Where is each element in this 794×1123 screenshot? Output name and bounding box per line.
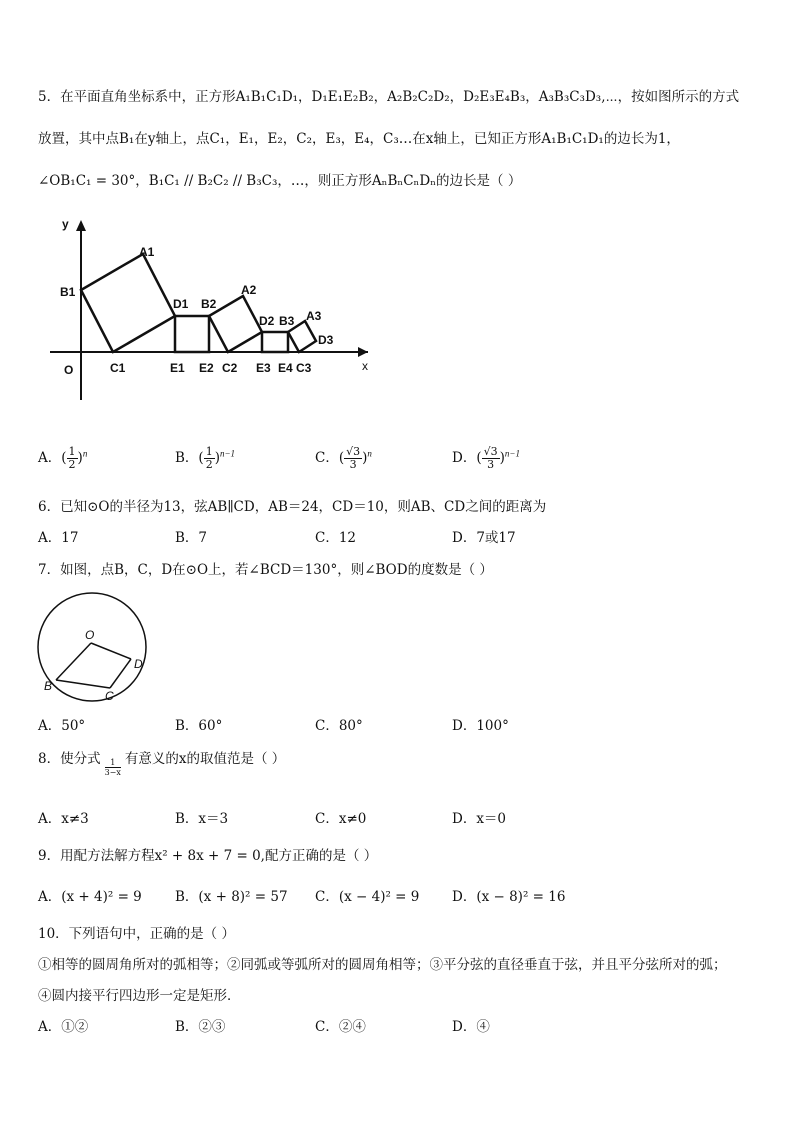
q5-figure (40, 210, 380, 410)
label-d2: D2 (259, 314, 275, 328)
x-axis-arrow-icon (358, 347, 368, 357)
q6-text: 6．已知⊙O的半径为13，弦AB∥CD，AB＝24，CD＝10，则AB、CD之间的距离为 (38, 499, 547, 515)
q9-option-b[interactable]: B．(x + 8)² = 57 (175, 889, 288, 905)
q8-option-d[interactable]: D．x＝0 (452, 811, 507, 827)
label-o: O (85, 628, 95, 642)
label-b: B (44, 679, 53, 693)
q10-option-c[interactable]: C．②④ (315, 1019, 366, 1035)
q5-option-a[interactable]: A．( $\frac{1}{2}$ )$^n$ (38, 445, 88, 471)
label-c1: C1 (110, 361, 126, 375)
q5-option-b[interactable]: B．( $\frac{1}{2}$ )$^{n-1}$ (175, 445, 236, 471)
q9-option-d[interactable]: D．(x − 8)² = 16 (452, 889, 566, 905)
square-1 (81, 254, 175, 352)
q9-option-a[interactable]: A．(x + 4)² = 9 (38, 889, 142, 905)
label-b3: B3 (279, 314, 295, 328)
label-c3: C3 (296, 361, 312, 375)
label-d: D (134, 657, 143, 671)
q10-option-b[interactable]: B．②③ (175, 1019, 226, 1035)
label-a2: A2 (241, 283, 257, 297)
label-a1: A1 (139, 245, 155, 259)
label-b2: B2 (201, 297, 217, 311)
q5-line3: ∠OB₁C₁ = 30°，B₁C₁ // B₂C₂ // B₃C₃，…，则正方形AₙBₙCₙDₙ的边长是（ ） (38, 173, 522, 189)
q7-option-d[interactable]: D．100° (452, 718, 509, 734)
q7-option-a[interactable]: A．50° (38, 718, 86, 734)
q9-text: 9．用配方法解方程x² + 8x + 7 = 0,配方正确的是（ ） (38, 848, 378, 864)
q5-line1: 5．在平面直角坐标系中，正方形A₁B₁C₁D₁，D₁E₁E₂B₂，A₂B₂C₂D₂，D₂E₃E₄B₃，A₃B₃C₃D₃,⋯，按如图所示的方式 (38, 89, 740, 105)
label-y: y (62, 217, 69, 231)
square-d2e3e4b3 (262, 332, 288, 352)
label-d3: D3 (318, 333, 334, 347)
q5-line2: 放置，其中点B₁在y轴上，点C₁，E₁，E₂，C₂，E₃，E₄，C₃…在x轴上，已知正方形A₁B₁C₁D₁的边长为1， (38, 131, 680, 147)
square-2 (209, 296, 262, 352)
q6-option-d[interactable]: D．7或17 (452, 530, 516, 546)
q10-statement-2: ④圆内接平行四边形一定是矩形． (38, 988, 241, 1004)
q7-option-c[interactable]: C．80° (315, 718, 363, 734)
label-o: O (64, 363, 74, 377)
label-e1: E1 (170, 361, 185, 375)
label-e3: E3 (256, 361, 271, 375)
q10-text: 10．下列语句中，正确的是（ ） (38, 926, 235, 942)
q6-option-b[interactable]: B．7 (175, 530, 208, 546)
q8-text: 8．使分式 $\frac{1}{3-x}$ 有意义的x的取值范是（ ） (38, 751, 286, 777)
q10-option-a[interactable]: A．①② (38, 1019, 89, 1035)
q8-option-b[interactable]: B．x＝3 (175, 811, 229, 827)
label-b1: B1 (60, 285, 76, 299)
q8-option-c[interactable]: C．x≠0 (315, 811, 367, 827)
q10-statement-1: ①相等的圆周角所对的弧相等；②同弧或等弧所对的圆周角相等；③平分弦的直径垂直于弦，并且平分弦所对的弧； (38, 957, 727, 973)
label-e2: E2 (199, 361, 214, 375)
q10-option-d[interactable]: D．④ (452, 1019, 490, 1035)
label-d1: D1 (173, 297, 189, 311)
square-d1e1e2b2 (175, 316, 209, 352)
q7-text: 7．如图，点B，C，D在⊙O上，若∠BCD＝130°，则∠BOD的度数是（ ） (38, 562, 493, 578)
q7-figure (34, 590, 164, 708)
y-axis-arrow-icon (76, 220, 86, 231)
q5-option-c[interactable]: C．( $\frac{√3}{3}$ )$^n$ (315, 445, 372, 471)
q6-option-a[interactable]: A．17 (38, 530, 79, 546)
label-c2: C2 (222, 361, 238, 375)
label-a3: A3 (306, 309, 322, 323)
q9-option-c[interactable]: C．(x − 4)² = 9 (315, 889, 420, 905)
label-x: x (362, 359, 368, 373)
q5-option-d[interactable]: D．( $\frac{√3}{3}$ )$^{n-1}$ (452, 445, 520, 471)
q8-option-a[interactable]: A．x≠3 (38, 811, 89, 827)
label-c: C (105, 689, 114, 703)
label-e4: E4 (278, 361, 293, 375)
q6-option-c[interactable]: C．12 (315, 530, 357, 546)
q7-option-b[interactable]: B．60° (175, 718, 223, 734)
